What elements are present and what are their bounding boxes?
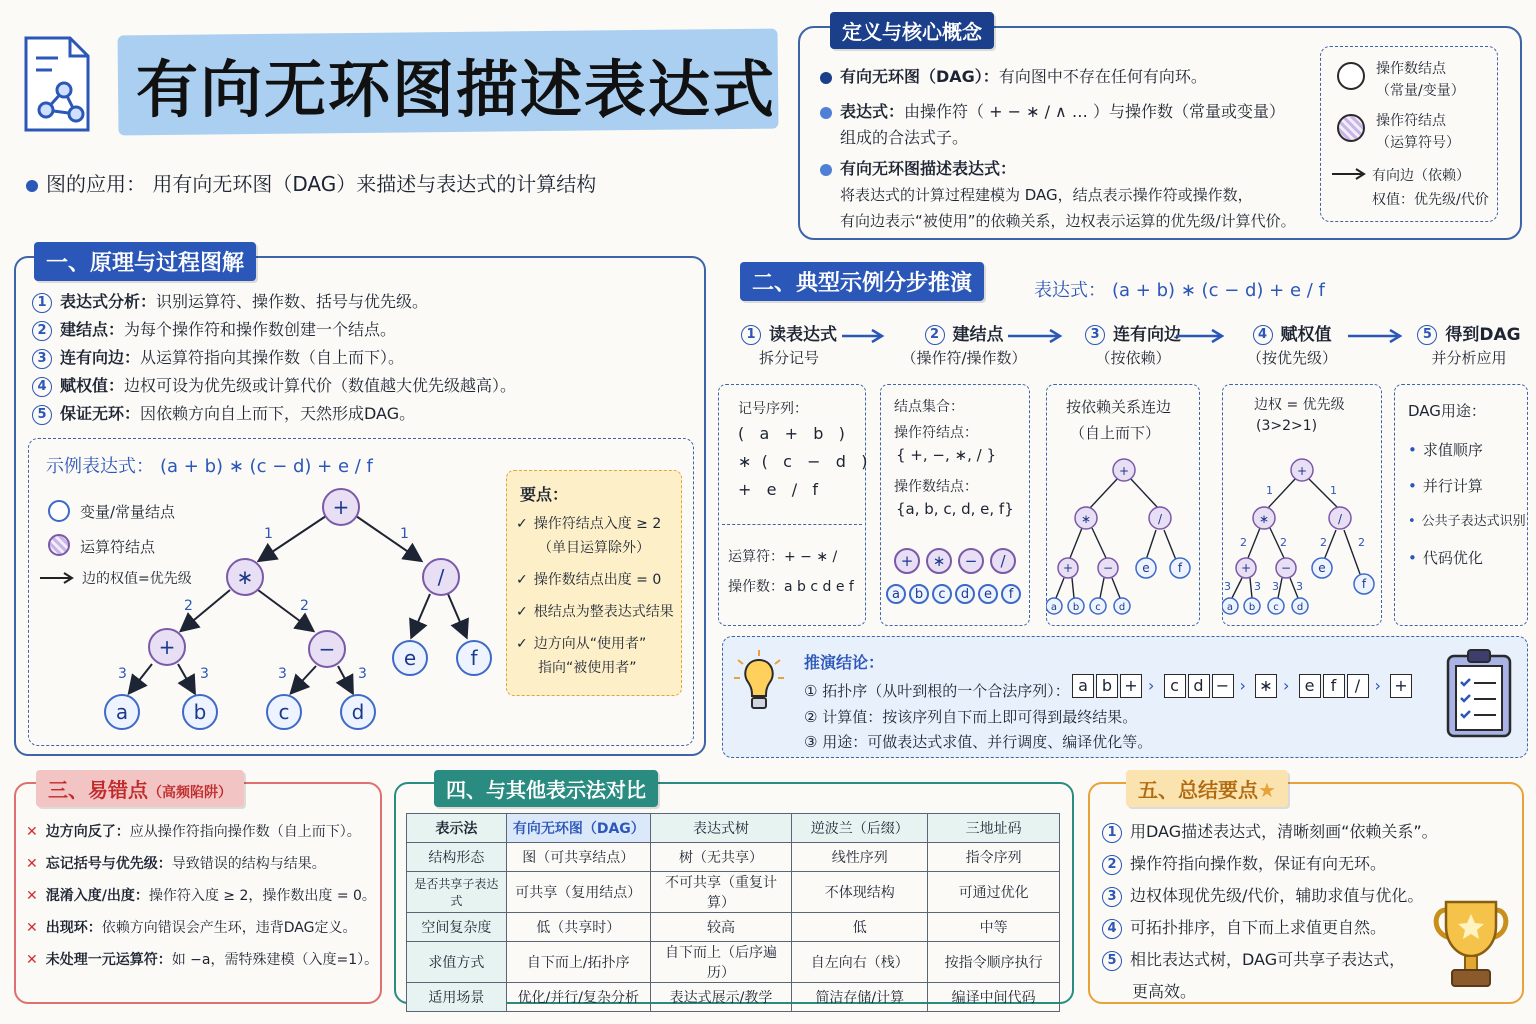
table-header-cell: 逆波兰（后缀） [792,814,928,843]
svg-text:/: / [1157,512,1163,526]
flow-step-1: 1 读表达式 拆分记号 [734,320,844,368]
svg-text:e: e [1142,561,1150,575]
mistake-item: ✕ 忘记括号与优先级：导致错误的结构与结果。 [26,856,326,872]
section2-tag: 二、典型示例分步推演 [740,262,984,301]
var-node: d [955,584,975,604]
tree-node-f: f [456,640,492,676]
edge-weight: 2 [300,598,309,614]
definition-tag: 定义与核心概念 [830,12,994,49]
tree-node-plus-root: + [322,488,360,526]
key-points-list [516,512,674,680]
table-row: 求值方式 自下而上/拓扑序 自下而上（后序遍历） 自左向右（栈） 按指令顺序执行 [407,942,1060,983]
svg-text:∗: ∗ [1080,512,1092,526]
box4-title: 边权 = 优先级 [1254,397,1345,413]
svg-text:f: f [1177,561,1183,575]
key-item: ✓ 操作符结点入度 ≥ 2 [516,516,662,532]
svg-text:d: d [1118,602,1126,613]
summary-item: 1 用DAG描述表达式，清晰刻画“依赖关系”。 [1102,816,1438,848]
tree-node-minus: − [308,630,346,668]
svg-text:f: f [1361,577,1367,591]
flow-step-2: 2 建结点 （操作符/操作数） [901,325,1027,367]
legend-operand-label: 操作数结点 （常量/变量） [1376,61,1465,99]
svg-text:3: 3 [1296,580,1303,593]
table-row: 空间复杂度 低（共享时） 较高 低 中等 [407,913,1060,942]
mistake-item: ✕ 出现环：依赖方向错误会产生环，违背DAG定义。 [26,920,357,936]
svg-text:3: 3 [1272,580,1279,593]
topo-sequence: a b + › c d − › ∗ › e f / › + [1072,674,1414,698]
op-node: / [990,548,1016,574]
tree-node-plus: + [148,628,186,666]
svg-text:2: 2 [1358,536,1365,549]
num-nodes-set: {a, b, c, d, e, f} [896,500,1014,518]
mistake-item: ✕ 混淆入度/出度：操作符入度 ≥ 2，操作数出度 = 0。 [26,888,376,904]
flow-step-4: 4 赋权值 （按优先级） [1246,325,1337,367]
lightbulb-icon [734,650,784,720]
svg-text:−: − [1280,561,1292,575]
svg-text:b: b [1072,602,1080,613]
check-icon: ✓ [516,516,528,532]
nodes-title: 结点集合： [894,399,964,415]
edge-weight: 1 [400,526,409,542]
summary-item-cont: 更高效。 [1132,982,1197,1001]
box3-title: 按依赖关系连边 [1066,398,1172,416]
edge-weight: 1 [264,526,273,542]
svg-text:a: a [1050,602,1058,613]
use-item: • 求值顺序 [1408,441,1483,459]
star-icon: ★ [1258,778,1276,802]
legend-edge-label: 有向边（依赖） 权值：优先级/代价 [1372,168,1489,208]
tree-node-d: d [340,694,376,730]
edge-weight: 3 [278,666,287,682]
dag-graph-step4 [1222,450,1382,620]
check-icon: ✓ [516,636,528,652]
svg-text:/: / [1337,512,1343,526]
use-item: • 代码优化 [1408,549,1483,567]
example-expression: 示例表达式： (a + b) ∗ (c − d) + e / f [46,456,373,477]
table-row: 适用场景 优化/并行/复杂分析 表达式展示/教学 简洁存储/计算 编译中间代码 [407,983,1060,1012]
step-item: 1 表达式分析：识别运算符、操作数、括号与优先级。 [32,288,516,316]
cross-icon: ✕ [26,952,38,968]
tree-node-mul: ∗ [226,558,264,596]
app-line: 图的应用： 用有向无环图（DAG）来描述与表达式的计算结构 [26,168,596,197]
legend-edge-label: 边的权值=优先级 [82,571,192,587]
uses-list [1408,432,1526,576]
table-header-cell: 有向无环图（DAG） [506,814,650,843]
section3-tag: 三、易错点（高频陷阱） [36,770,244,807]
key-item: ✓ 根结点为整表达式结果 [516,604,674,620]
conclusion-line-2: ② 计算值：按该序列自下而上即可得到最终结果。 [804,708,1138,726]
mistake-item: ✕ 边方向反了：应从操作符指向操作数（自上而下）。 [26,824,361,840]
use-item: • 并行计算 [1408,477,1483,495]
summary-item: 3 边权体现优先级/代价，辅助求值与优化。 [1102,880,1438,912]
var-node: e [978,584,998,604]
conclusion-title: 推演结论： [804,653,885,672]
cross-icon: ✕ [26,824,38,840]
svg-text:b: b [1248,602,1256,613]
section1-tag: 一、原理与过程图解 [34,242,256,281]
def-item-1: 有向无环图（DAG）：有向图中不存在任何有向环。 [820,64,1207,87]
edge-weight: 3 [200,666,209,682]
var-node: a [886,584,906,604]
section5-tag: 五、总结要点★ [1126,770,1288,807]
key-item: ✓ 边方向从“使用者” [516,636,647,652]
tree-node-a: a [104,694,140,730]
svg-text:1: 1 [1330,484,1337,497]
comparison-table [406,813,1060,1012]
legend-operator-label: 操作符结点 （运算符号） [1376,113,1460,151]
step-item: 2 建结点：为每个操作符和操作数创建一个结点。 [32,316,516,344]
uses-title: DAG用途： [1408,402,1486,420]
var-node: b [909,584,929,604]
table-header-cell: 三地址码 [928,814,1060,843]
svg-text:+: + [1240,561,1252,575]
svg-text:3: 3 [1224,580,1231,593]
legend-var-label: 变量/常量结点 [80,503,176,521]
mistake-item: ✕ 未处理一元运算符：如 −a，需特殊建模（入度=1）。 [26,952,379,968]
tree-node-c: c [266,694,302,730]
key-item: （单目运算除外） [538,540,650,556]
op-node: − [958,548,984,574]
tree-node-div: / [422,558,460,596]
def-item-3: 有向无环图描述表达式： 将表达式的计算过程建模为 DAG，结点表示操作符或操作数， 有向边表示“被使用”的依赖关系，边权表示运算的优先级/计算代价。 [820,156,1296,234]
edge-weight: 3 [118,666,127,682]
summary-list [1102,816,1438,1008]
svg-text:2: 2 [1240,536,1247,549]
clipboard-checklist-icon [1444,648,1514,744]
edge-weight: 2 [184,598,193,614]
var-node: c [932,584,952,604]
svg-text:2: 2 [1280,536,1287,549]
tree-node-e: e [392,640,428,676]
summary-item: 5 相比表达式树，DAG可共享子表达式， [1102,944,1438,976]
op-node: + [894,548,920,574]
table-header-cell: 表示法 [407,814,507,843]
svg-text:c: c [1095,602,1101,613]
svg-text:d: d [1296,602,1304,613]
svg-text:a: a [1226,602,1234,613]
box3-sub: （自上而下） [1070,424,1161,442]
cross-icon: ✕ [26,920,38,936]
svg-text:∗: ∗ [1258,512,1270,526]
op-nodes-title: 操作符结点： [894,425,978,441]
svg-text:−: − [1102,561,1114,575]
svg-text:e: e [1318,561,1326,575]
divider [722,524,862,525]
flow-step-5: 5 得到DAG 并分析应用 [1414,320,1524,368]
edge-weight: 3 [358,666,367,682]
key-item: 指向“被使用者” [538,660,637,676]
box4-sub: (3>2>1) [1256,418,1318,434]
flow-arrows [0,0,1536,360]
num-nodes-title: 操作数结点： [894,479,978,495]
key-item: ✓ 操作数结点出度 = 0 [516,572,662,588]
table-row: 是否共享子表达式 可共享（复用结点） 不可共享（重复计算） 不体现结构 可通过优化 [407,872,1060,913]
section4-tag: 四、与其他表示法对比 [434,770,658,807]
legend-op-label: 运算符结点 [80,538,156,556]
svg-text:1: 1 [1266,484,1273,497]
summary-item: 4 可拓扑排序，自下而上求值更自然。 [1102,912,1438,944]
step-item: 4 赋权值：边权可设为优先级或计算代价（数值越大优先级越高）。 [32,372,516,400]
svg-text:3: 3 [1254,580,1261,593]
token-line: ∗ ( c − d ) [738,452,868,471]
var-node: f [1001,584,1021,604]
token-line: + e / f [738,480,819,499]
table-header-cell: 表达式树 [650,814,792,843]
operands-line: 操作数：a b c d e f [728,579,854,595]
table-header-row [407,814,1060,843]
step-item: 5 保证无环：因依赖方向自上而下，天然形成DAG。 [32,400,516,428]
cross-icon: ✕ [26,888,38,904]
dag-graph-step3 [1046,450,1200,620]
svg-text:2: 2 [1320,536,1327,549]
check-icon: ✓ [516,572,528,588]
section2-expression: 表达式： (a + b) ∗ (c − d) + e / f [1034,280,1325,301]
svg-text:+: + [1118,464,1130,478]
table-row: 结构形态 图（可共享结点） 树（无共享） 线性序列 指令序列 [407,843,1060,872]
key-points-title: 要点： [520,485,569,504]
conclusion-line-1: ① 拓扑序（从叶到根的一个合法序列）： [804,682,1070,700]
operators-line: 运算符：+ − ∗ / [728,549,838,565]
op-nodes-set: { +, −, ∗, / } [896,446,996,464]
check-icon: ✓ [516,604,528,620]
token-line: ( a + b ) [738,424,845,443]
step-item: 3 连有向边：从运算符指向其操作数（自上而下）。 [32,344,516,372]
cross-icon: ✕ [26,856,38,872]
tokens-title: 记号序列： [738,401,808,417]
svg-text:c: c [1273,602,1279,613]
def-item-2: 表达式：由操作符（ + − ∗ / ∧ … ）与操作数（常量或变量） 组成的合法式子。 [820,99,1285,151]
op-node: ∗ [926,548,952,574]
conclusion-line-3: ③ 用途：可做表达式求值、并行调度、编译优化等。 [804,733,1153,751]
svg-text:+: + [1296,464,1308,478]
use-item: • 公共子表达式识别 [1408,514,1526,529]
trophy-icon [1430,896,1512,996]
svg-text:+: + [1062,561,1074,575]
flow-step-3: 3 连有向边 （按依赖） [1068,320,1198,368]
mistakes-list [26,816,378,976]
page-title: 有向无环图描述表达式 [136,53,777,126]
tree-node-b: b [182,694,218,730]
summary-item: 2 操作符指向操作数，保证有向无环。 [1102,848,1438,880]
